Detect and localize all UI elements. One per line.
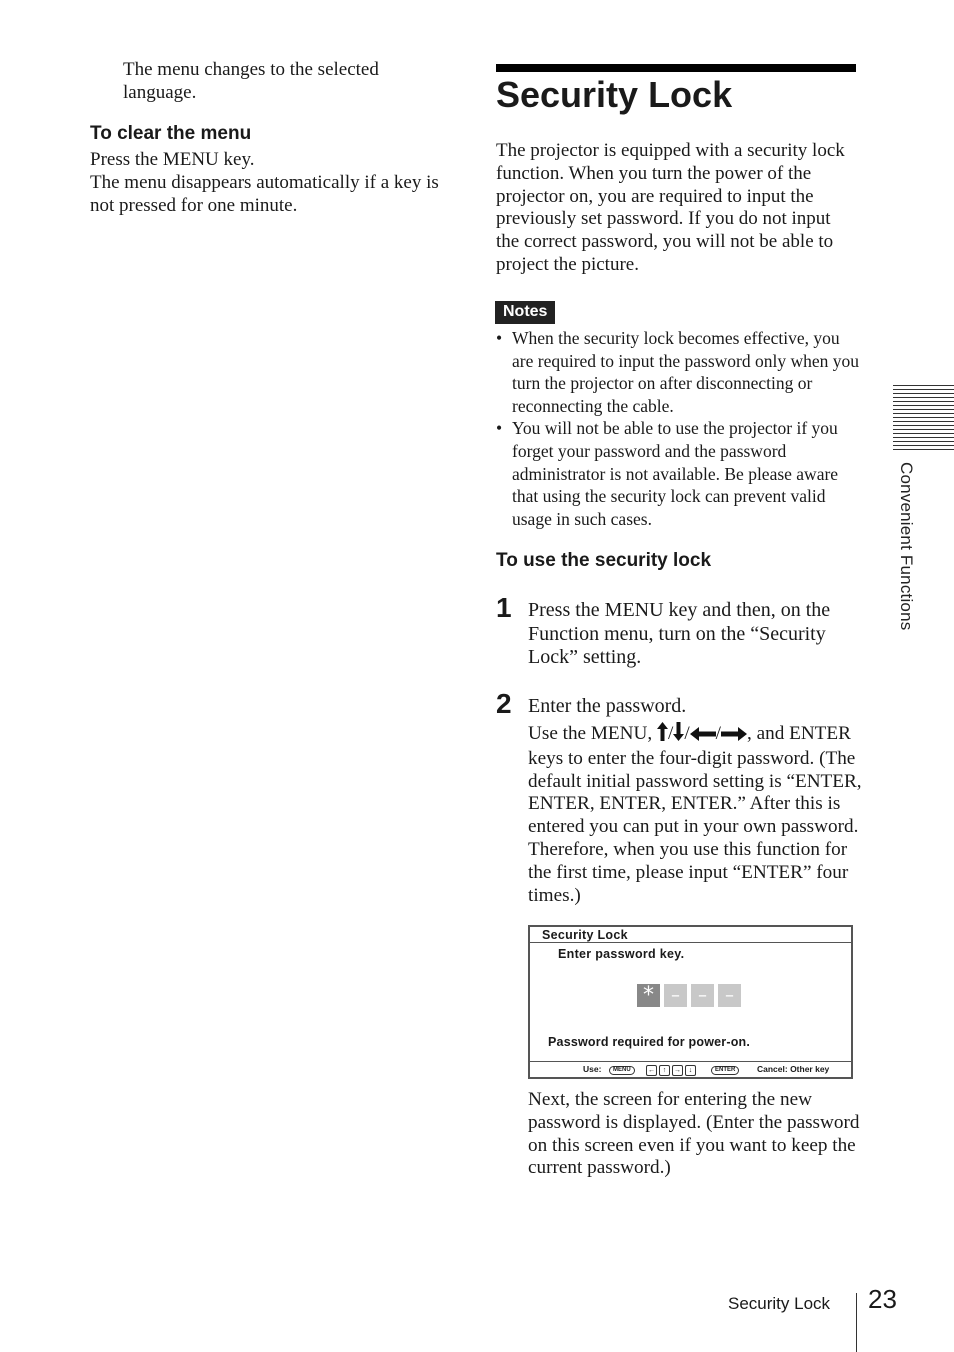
guide-arrow-keys: [646, 1062, 698, 1076]
screen-footer-text: Password required for power-on.: [548, 1035, 751, 1049]
password-boxes: [637, 984, 741, 1007]
step-2-detail-suffix: , and ENTER keys to enter the four-digit password. (The default initial password setting is “ENTER, ENTER, ENTER, ENTER.” After this is entered you can put in your own password. Therefore, when you use this function for the first time, please input “ENTER” four times.): [528, 723, 862, 906]
footer-divider: [856, 1293, 857, 1352]
step-2-text: Enter the password.: [528, 695, 687, 717]
menu-keycap: MENU: [609, 1066, 635, 1075]
title-rule: [496, 64, 856, 72]
arrow-up-icon: [657, 722, 668, 748]
left-intro-text: The menu changes to the selected language.: [123, 59, 379, 103]
note-item: • When the security lock becomes effective, you are required to input the password only when you turn the projector on after disconnecting or reconnecting the cable.: [496, 327, 861, 417]
note-item: • You will not be able to use the projector if you forget your password and the password administrator is not available. Be please aware that using the security lock can prevent valid usage in such cases.: [496, 417, 861, 530]
screen-title: Security Lock: [530, 927, 851, 943]
clear-menu-heading: To clear the menu: [90, 123, 252, 144]
footer-section-name: Security Lock: [728, 1294, 831, 1313]
left-key-icon: ←: [648, 1067, 655, 1074]
side-tab-lines: [893, 385, 954, 450]
password-box: –: [664, 984, 687, 1007]
clear-menu-line1: Press the MENU key.: [90, 149, 255, 170]
page-title: Security Lock: [496, 74, 733, 115]
up-key-icon: ↑: [659, 1065, 670, 1076]
right-key-icon: →: [674, 1067, 681, 1074]
arrow-down-icon: [673, 722, 684, 748]
password-box: –: [718, 984, 741, 1007]
clear-menu-line2: The menu disappears automatically if a key is not pressed for one minute.: [90, 171, 439, 216]
step-1-text: Press the MENU key and then, on the Function menu, turn on the “Security Lock” setting.: [528, 599, 831, 669]
guide-enter-key: [711, 1062, 739, 1076]
screen-prompt: Enter password key.: [558, 947, 685, 961]
clear-menu-body: [90, 149, 455, 217]
step-2-detail: Use the MENU, / / / , and ENTER keys to enter the four-digit password. (The default initial password setting is “ENTER, ENTER, ENTER, ENTER.” After this is entered you can put in your own password. Therefore, when you use this function for the first time, please input “ENTER” four times.): [528, 723, 862, 906]
page-number: 23: [868, 1284, 897, 1314]
guide-cancel: Cancel: Other key: [757, 1064, 830, 1074]
step-1-number: 1: [496, 592, 512, 623]
after-screen-text: Next, the screen for entering the new password is displayed. (Enter the password on this screen even if you want to keep the current password.): [528, 1089, 860, 1179]
notes-list: [496, 327, 861, 530]
side-tab-label: Convenient Functions: [897, 462, 916, 631]
notes-badge: Notes: [495, 301, 555, 324]
password-box: *: [637, 984, 660, 1007]
down-key-icon: ↓: [685, 1065, 696, 1076]
step-2-detail-prefix: Use the MENU,: [528, 723, 657, 744]
arrow-left-icon: [690, 725, 716, 748]
password-box: –: [691, 984, 714, 1007]
section-intro: The projector is equipped with a security lock function. When you turn the power of the projector on, you are required to input the previously set password. If you do not input the correct password, you will not be able to project the picture.: [496, 140, 845, 275]
guide-menu-key: [609, 1062, 635, 1076]
screen-key-guide: [530, 1061, 851, 1077]
security-lock-screen: [528, 925, 853, 1079]
guide-use-label: Use:: [583, 1064, 602, 1074]
arrow-right-icon: [721, 725, 747, 748]
use-lock-heading: To use the security lock: [496, 550, 712, 571]
enter-keycap: ENTER: [711, 1066, 739, 1075]
step-2-number: 2: [496, 688, 512, 719]
